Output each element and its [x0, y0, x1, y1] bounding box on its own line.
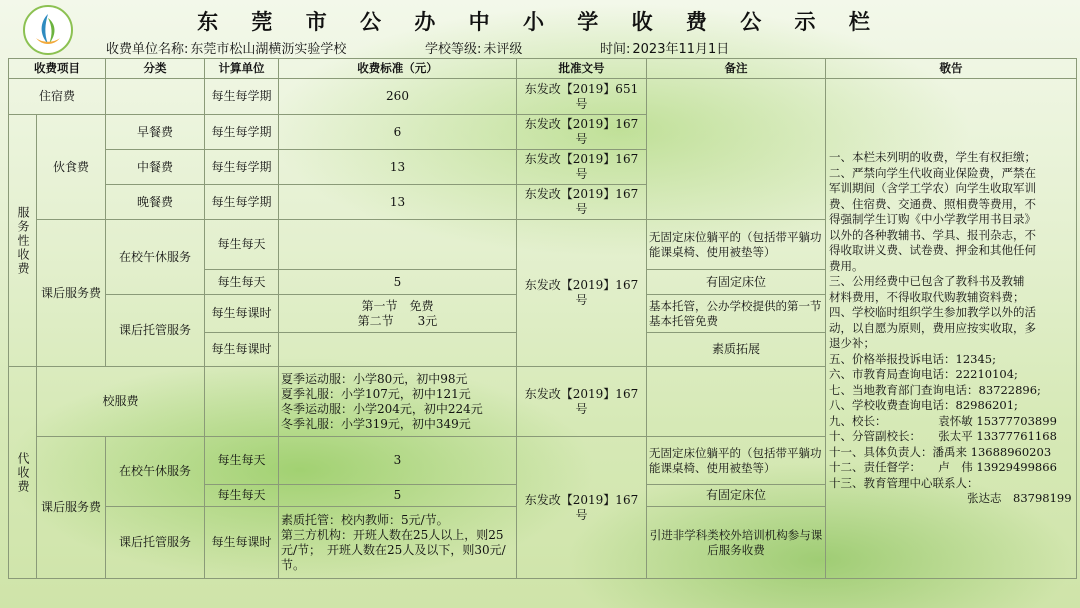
care1-line: 第一节 免费 — [361, 298, 434, 313]
meal-group: 伙食费 — [37, 115, 106, 220]
nap2-unit: 每生每天 — [205, 270, 279, 295]
header-doc: 批准文号 — [517, 59, 647, 79]
meal-note — [647, 79, 826, 220]
uniform-item: 校服费 — [37, 367, 205, 437]
notice-line: 八、学校收费查询电话：82986201; — [829, 398, 1018, 413]
uniform-line: 冬季运动服：小学204元，初中224元 — [281, 401, 483, 416]
uniform-standard — [279, 367, 517, 437]
care2-note: 素质拓展 — [647, 333, 826, 367]
uniform-doc: 东发改【2019】167号 — [517, 367, 647, 437]
nap-cat: 在校午休服务 — [106, 220, 205, 295]
afterschool-doc: 东发改【2019】167号 — [517, 220, 647, 367]
notice-line: 得强制学生订购《中小学教学用书目录》 — [829, 212, 1036, 227]
notice-line: 七、当地教育部门查询电话：83722896; — [829, 382, 1041, 397]
dinner-doc: 东发改【2019】167号 — [517, 185, 647, 220]
header-note: 备注 — [647, 59, 826, 79]
notice-line: 四、学校临时组织学生参加教学以外的活 — [829, 305, 1036, 320]
unit-label: 收费单位名称: — [106, 42, 189, 57]
acare-line: 素质托管：校内教师：5元/节。 — [281, 512, 449, 527]
agency-group-label: 课后服务费 — [37, 437, 106, 579]
anap2-unit: 每生每天 — [205, 485, 279, 507]
header-notice: 敬告 — [826, 59, 1077, 79]
nap2-note: 有固定床位 — [647, 270, 826, 295]
anap2-note: 有固定床位 — [647, 485, 826, 507]
care2-unit: 每生每课时 — [205, 333, 279, 367]
group-service: 服务性收费 — [9, 115, 37, 367]
lunch-standard: 13 — [279, 150, 517, 185]
uniform-line: 夏季运动服：小学80元，初中98元 — [281, 371, 468, 386]
level-info — [425, 38, 522, 57]
breakfast-doc: 东发改【2019】167号 — [517, 115, 647, 150]
lunch-cat: 中餐费 — [106, 150, 205, 185]
anap1-note: 无固定床位躺平的（包括带平躺功能课桌椅、使用被垫等） — [647, 437, 826, 485]
lodging-doc: 东发改【2019】651号 — [517, 79, 647, 115]
unit-value: 东莞市松山湖横沥实验学校 — [190, 42, 347, 57]
notice-line: 九、校长： 袁怀敏 15377703899 — [829, 413, 1057, 428]
time-label: 时间: — [600, 42, 631, 57]
level-label: 学校等级: — [425, 42, 482, 57]
acare-cat: 课后托管服务 — [106, 507, 205, 579]
afterschool-group: 课后服务费 — [37, 220, 106, 367]
dinner-cat: 晚餐费 — [106, 185, 205, 220]
header-category: 分类 — [106, 59, 205, 79]
notice-line: 以外的各种教辅书、学具、报刊杂志，不 — [829, 227, 1036, 242]
uniform-note — [647, 367, 826, 437]
anap2-standard: 5 — [279, 485, 517, 507]
lodging-item: 住宿费 — [9, 79, 106, 115]
notice-line: 三、公用经费中已包含了教科书及教辅 — [829, 274, 1025, 289]
acare-unit: 每生每课时 — [205, 507, 279, 579]
care1-unit: 每生每课时 — [205, 295, 279, 333]
fee-table — [8, 58, 1077, 579]
care1-standard — [279, 295, 517, 333]
notice-line: 五、价格举报投诉电话：12345; — [829, 351, 996, 366]
acare-note: 引进非学科类校外培训机构参与课后服务收费 — [647, 507, 826, 579]
acare-standard — [279, 507, 517, 579]
lunch-unit: 每生每学期 — [205, 150, 279, 185]
header-standard: 收费标准（元） — [279, 59, 517, 79]
time-info — [600, 38, 729, 57]
notice-line: 材料费用，不得收取代购教辅资料费； — [829, 289, 1025, 304]
nap2-standard: 5 — [279, 270, 517, 295]
notice-line: 十三、教育管理中心联系人： — [829, 475, 979, 490]
care-cat: 课后托管服务 — [106, 295, 205, 367]
notice-line: 动，以自愿为原则，费用应按实收取，多 — [829, 320, 1036, 335]
notice-line: 十二、责任督学： 卢 伟 13929499866 — [829, 460, 1057, 475]
notice-text — [826, 79, 1077, 579]
anap-cat: 在校午休服务 — [106, 437, 205, 507]
dinner-unit: 每生每学期 — [205, 185, 279, 220]
anap1-unit: 每生每天 — [205, 437, 279, 485]
header-item: 收费项目 — [9, 59, 106, 79]
care1-note: 基本托管，公办学校提供的第一节基本托管免费 — [647, 295, 826, 333]
lodging-unit: 每生每学期 — [205, 79, 279, 115]
page-title: 东 莞 市 公 办 中 小 学 收 费 公 示 栏 — [197, 10, 883, 34]
notice-line: 十、分管副校长： 张太平 13377761168 — [829, 429, 1057, 444]
breakfast-standard: 6 — [279, 115, 517, 150]
uniform-unit — [205, 367, 279, 437]
nap1-standard — [279, 220, 517, 270]
notice-line: 张达志 83798199 — [829, 491, 1072, 506]
care1-line: 第二节 3元 — [357, 313, 438, 328]
nap1-unit: 每生每天 — [205, 220, 279, 270]
unit-info — [106, 38, 346, 57]
notice-line: 军训期间（含学工学农）向学生收取军训 — [829, 181, 1036, 196]
table-row — [9, 79, 1077, 115]
time-value: 2023年11月1日 — [632, 42, 730, 57]
notice-line: 十一、具体负责人：潘禹来 13688960203 — [829, 444, 1052, 459]
notice-line: 二、严禁向学生代收商业保险费，严禁在 — [829, 165, 1036, 180]
notice-line: 一、本栏未列明的收费，学生有权拒缴； — [829, 150, 1036, 165]
nap1-note: 无固定床位躺平的（包括带平躺功能课桌椅、使用被垫等） — [647, 220, 826, 270]
care2-standard — [279, 333, 517, 367]
lunch-doc: 东发改【2019】167号 — [517, 150, 647, 185]
lodging-standard: 260 — [279, 79, 517, 115]
uniform-line: 冬季礼服：小学319元，初中349元 — [281, 416, 471, 431]
notice-line: 得收取讲义费、试卷费、押金和其他任何 — [829, 243, 1036, 258]
level-value: 未评级 — [483, 42, 523, 57]
lodging-cat — [106, 79, 205, 115]
notice-line: 六、市教育局查询电话：22210104; — [829, 367, 1018, 382]
uniform-line: 夏季礼服：小学107元，初中121元 — [281, 386, 471, 401]
notice-line: 退少补； — [829, 336, 875, 351]
acare-line: 第三方机构：开班人数在25人以上，则25元/节； 开班人数在25人及以下，则30元/节。 — [281, 527, 506, 572]
notice-line: 费用。 — [829, 258, 864, 273]
dinner-standard: 13 — [279, 185, 517, 220]
anap1-standard: 3 — [279, 437, 517, 485]
agency-doc: 东发改【2019】167号 — [517, 437, 647, 579]
header-unit: 计算单位 — [205, 59, 279, 79]
breakfast-cat: 早餐费 — [106, 115, 205, 150]
group-agency: 代收费 — [9, 367, 37, 579]
notice-line: 费、住宿费、交通费、照相费等费用，不 — [829, 196, 1036, 211]
breakfast-unit: 每生每学期 — [205, 115, 279, 150]
